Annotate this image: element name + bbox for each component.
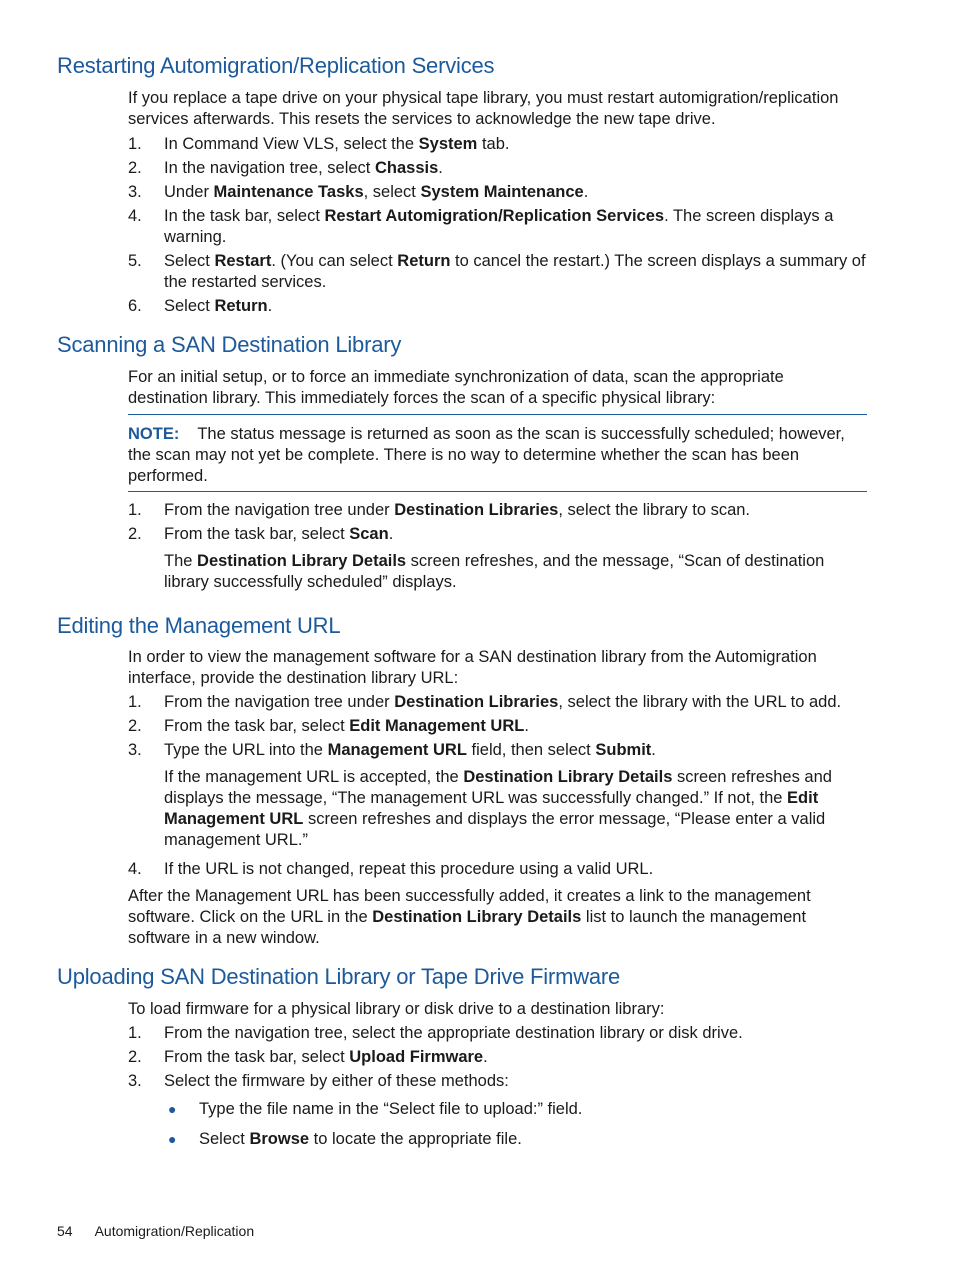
step-number: 4. [128, 207, 142, 225]
step-number: 1. [128, 501, 142, 519]
step-text: In Command View VLS, select the System tab. [164, 135, 510, 153]
step-number: 1. [128, 1024, 142, 1042]
section-title-url: Editing the Management URL [57, 613, 341, 638]
step-text: Type the URL into the Management URL field, then select Submit. [164, 741, 656, 759]
section-title-firmware: Uploading SAN Destination Library or Tape Drive Firmware [57, 964, 621, 989]
step-number: 1. [128, 693, 142, 711]
restart-intro: If you replace a tape drive on your physical tape library, you must restart automigration/replication services afterwards. This resets the services to acknowledge the new tape drive. [128, 89, 839, 128]
page-number: 54 [57, 1223, 73, 1239]
step-text: From the task bar, select Upload Firmware. [164, 1048, 488, 1066]
chapter-title: Automigration/Replication [94, 1223, 255, 1239]
scan-intro: For an initial setup, or to force an immediate synchronization of data, scan the appropriate destination library. This immediately forces the scan of a specific physical library: [128, 368, 784, 407]
note-label: NOTE: [128, 425, 180, 443]
step-number: 1. [128, 135, 142, 153]
step-text: Under Maintenance Tasks, select System Maintenance. [164, 183, 589, 201]
step-number: 5. [128, 252, 142, 270]
scan-result-text: The Destination Library Details screen refreshes, and the message, “Scan of destination library successfully scheduled” displays. [164, 552, 825, 591]
firmware-intro: To load firmware for a physical library or disk drive to a destination library: [128, 1000, 665, 1018]
bullet-icon: ● [168, 1131, 177, 1147]
note-box [128, 424, 858, 487]
note-text: The status message is returned as soon as the scan is successfully scheduled; however, the scan may not yet be complete. There is no way to determine whether the scan has been performed. [128, 425, 845, 485]
step-text: In the navigation tree, select Chassis. [164, 159, 443, 177]
step-number: 2. [128, 159, 142, 177]
bullet-text: Select Browse to locate the appropriate file. [199, 1130, 522, 1148]
note-rule-bottom [128, 491, 867, 492]
step-text: From the navigation tree under Destination Libraries, select the library with the URL to add. [164, 693, 842, 711]
url-intro: In order to view the management software for a SAN destination library from the Automigration interface, provide the destination library URL: [128, 648, 817, 687]
url-after-text: After the Management URL has been successfully added, it creates a link to the management software. Click on the URL in the Destination Library Details list to launch the management software in a new window. [128, 887, 811, 947]
step-number: 3. [128, 741, 142, 759]
url-result-text: If the management URL is accepted, the Destination Library Details screen refreshes and displays the message, “The management URL was successfully changed.” If not, the Edit Management URL screen refreshes and displays the error message, “Please enter a valid management URL.” [164, 768, 832, 849]
step-text: In the task bar, select Restart Automigration/Replication Services. The screen displays a warning. [164, 207, 834, 246]
step-number: 2. [128, 1048, 142, 1066]
step-text: If the URL is not changed, repeat this procedure using a valid URL. [164, 860, 654, 878]
step-text: From the navigation tree, select the appropriate destination library or disk drive. [164, 1024, 743, 1042]
bullet-icon: ● [168, 1101, 177, 1117]
step-text: Select Return. [164, 297, 273, 315]
step-number: 3. [128, 1072, 142, 1090]
step-number: 2. [128, 717, 142, 735]
step-text: From the task bar, select Scan. [164, 525, 394, 543]
section-title-scan: Scanning a SAN Destination Library [57, 332, 402, 357]
step-text: From the navigation tree under Destination Libraries, select the library to scan. [164, 501, 751, 519]
step-text: Select the firmware by either of these methods: [164, 1072, 509, 1090]
step-number: 2. [128, 525, 142, 543]
step-number: 3. [128, 183, 142, 201]
step-number: 6. [128, 297, 142, 315]
note-rule-top [128, 414, 867, 415]
page-footer [57, 1223, 254, 1239]
section-title-restart: Restarting Automigration/Replication Services [57, 53, 495, 78]
step-text: Select Restart. (You can select Return to cancel the restart.) The screen displays a summary of the restarted services. [164, 252, 866, 291]
step-number: 4. [128, 860, 142, 878]
step-text: From the task bar, select Edit Management URL. [164, 717, 529, 735]
bullet-text: Type the file name in the “Select file to upload:” field. [199, 1100, 583, 1118]
